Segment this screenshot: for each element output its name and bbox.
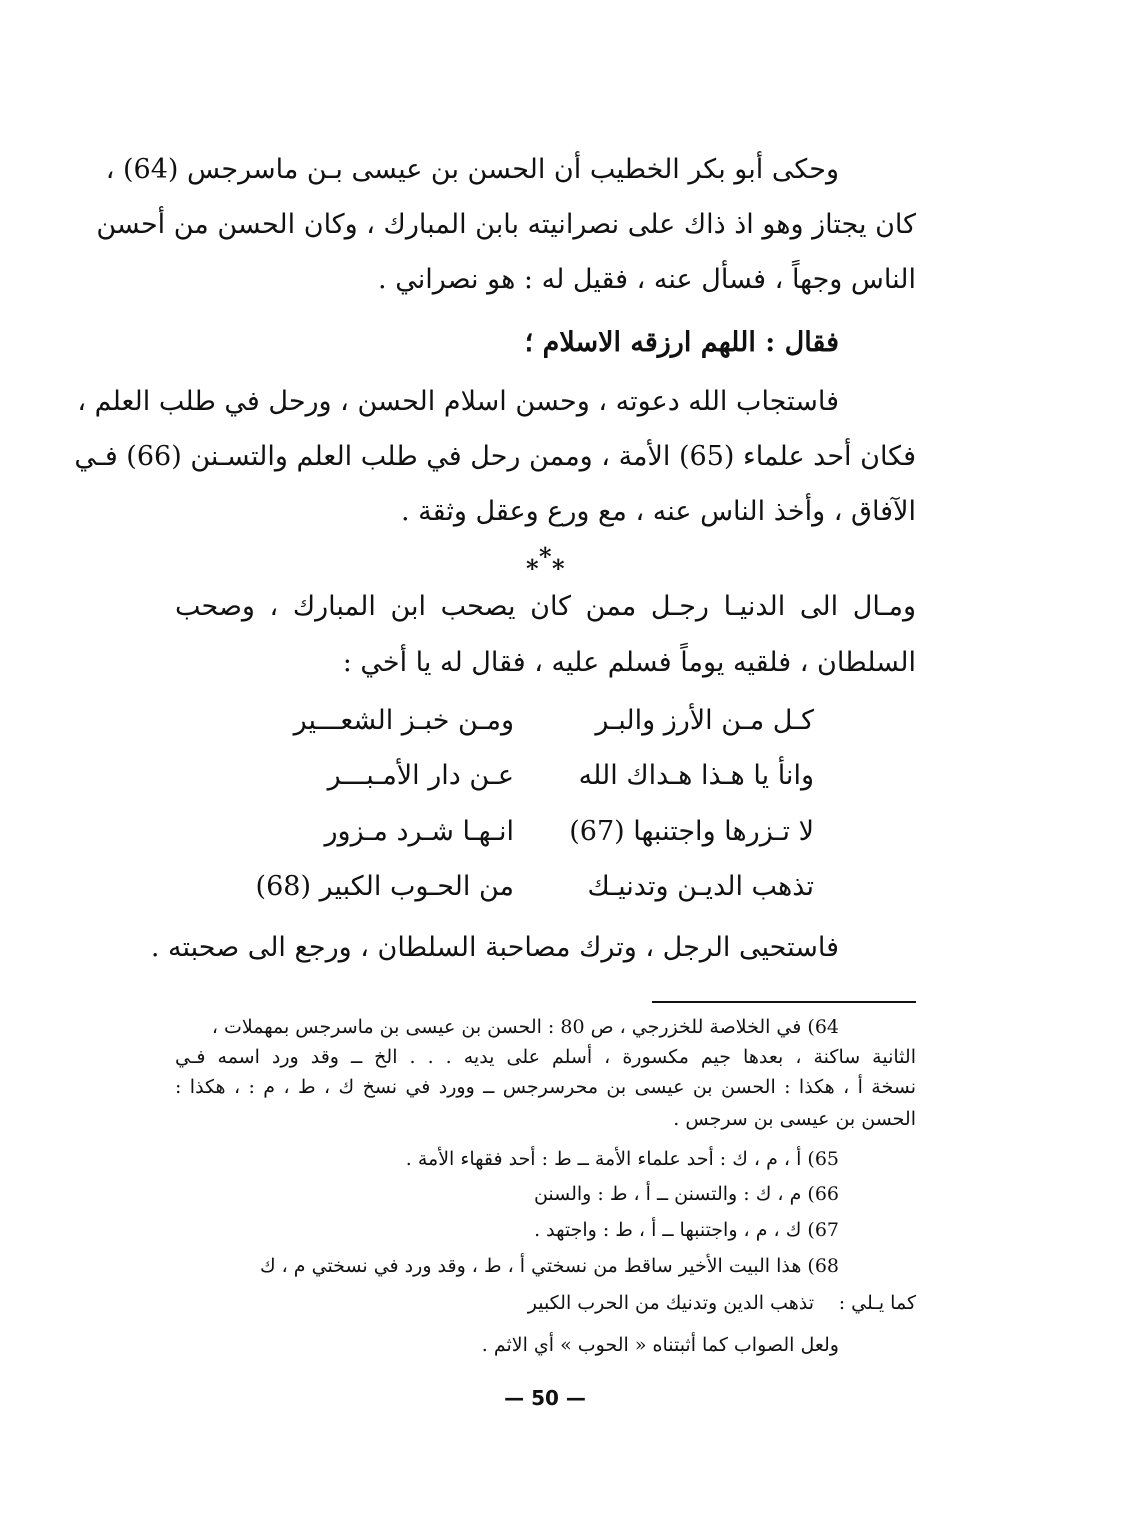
footnote-68-line-2-label: كما يـلي : [838, 1292, 916, 1314]
footnote-66: 66) م ، ك : والتسنن ــ أ ، ط : والسنن [533, 1183, 839, 1205]
paragraph-5: فاستحيى الرجل ، وترك مصاحبة السلطان ، ورجع الى صحبته . [150, 932, 839, 963]
separator-star-top: * [539, 542, 552, 571]
paragraph-1-line-1: وحكى أبو بكر الخطيب أن الحسن بن عيسى بـن ماسرجس (64) ، [105, 154, 839, 185]
poem-verse-1-first-half: كـل مـن الأرز والبـر [595, 705, 814, 736]
footnote-64-line-2: الثانية ساكنة ، بعدها جيم مكسورة ، أسلم على يديه . . . الخ ــ وقد ورد اسمه فـي [175, 1046, 916, 1068]
footnote-67: 67) ك ، م ، واجتنبها ــ أ ، ط : واجتهد . [534, 1219, 839, 1241]
footnote-68-line-2-verse: تذهب الدين وتدنيك من الحرب الكبير [527, 1292, 814, 1314]
paragraph-3-line-3: الآفاق ، وأخذ الناس عنه ، مع ورع وعقل وثقة . [401, 496, 916, 527]
poem-verse-3-first-half: لا تـزرها واجتنبها (67) [569, 816, 814, 847]
paragraph-4-line-1: ومـال الى الدنيـا رجـل ممن كان يصحب ابن المبارك ، وصحب [175, 591, 916, 622]
poem-verse-3-second-half: انـهـا شـرد مـزور [324, 816, 514, 847]
separator-star-right: * [552, 554, 565, 583]
footnote-64-line-4: الحسن بن عيسى بن سرجس . [673, 1108, 916, 1130]
section-separator [526, 542, 576, 583]
poem-verse-2-first-half: وانأ يا هـذا هـداك الله [578, 760, 814, 791]
paragraph-4-line-2: السلطان ، فلقيه يوماً فسلم عليه ، فقال له يا أخي : [342, 647, 916, 678]
poem-verse-1-second-half: ومـن خبـز الشعـــير [293, 705, 514, 736]
paragraph-2: فقال : اللهم ارزقه الاسلام ؛ [524, 327, 839, 358]
footnote-64-line-3: نسخة أ ، هكذا : الحسن بن عيسى بن محرسرجس ــ وورد في نسخ ك ، ط ، م : ، هكذا : [175, 1076, 916, 1098]
poem-verse-4-first-half: تذهب الديـن وتدنيـك [587, 871, 814, 902]
poem-verse-4-second-half: من الحـوب الكبير (68) [255, 871, 514, 902]
paragraph-3-line-1: فاستجاب الله دعوته ، وحسن اسلام الحسن ، ورحل في طلب العلم ، [77, 386, 839, 417]
footnote-64-line-1: 64) في الخلاصة للخزرجي ، ص 80 : الحسن بن عيسى بن ماسرجس بمهملات ، [211, 1016, 839, 1038]
paragraph-3-line-2: فكان أحد علماء (65) الأمة ، وممن رحل في طلب العلم والتسـنن (66) فـي [74, 441, 916, 472]
separator-star-left: * [526, 554, 539, 583]
poem-verse-2-second-half: عـن دار الأمـبـــر [327, 760, 514, 791]
footnote-68-line-3: ولعل الصواب كما أثبتناه « الحوب » أي الاثم . [481, 1334, 839, 1356]
paragraph-1-line-2: كان يجتاز وهو اذ ذاك على نصرانيته بابن المبارك ، وكان الحسن من أحسن [96, 209, 916, 240]
paragraph-1-line-3: الناس وجهاً ، فسأل عنه ، فقيل له : هو نصراني . [378, 264, 916, 295]
footnote-65: 65) أ ، م ، ك : أحد علماء الأمة ــ ط : أحد فقهاء الأمة . [405, 1148, 839, 1170]
footnote-68-line-1: 68) هذا البيت الأخير ساقط من نسختي أ ، ط ، وقد ورد في نسختي م ، ك [259, 1255, 839, 1277]
page-number: — 50 — [504, 1386, 586, 1410]
footnote-separator-rule [652, 1001, 916, 1003]
